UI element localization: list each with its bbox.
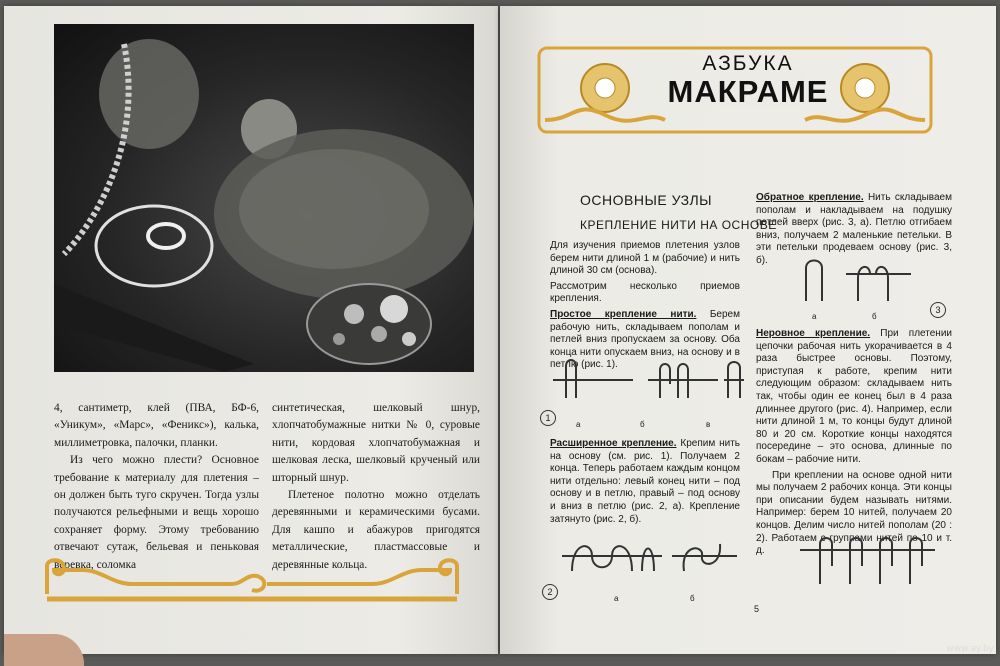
subsection-heading: КРЕПЛЕНИЕ НИТИ НА ОСНОВЕ	[580, 218, 777, 232]
paragraph: Для изучения приемов плетения узлов берем нити длиной 1 м (рабочие) и нить длиной 30 см (основа).	[550, 240, 740, 277]
left-page	[4, 6, 498, 654]
macrame-materials-photo	[54, 24, 474, 372]
paragraph: синтетическая, шелковый шнур, хлопчатобумажные нитки № 0, суровые нити, кордовая хлопчатобумажная и шелковая леска, шелковый крученый или шторный шнур.	[272, 402, 480, 484]
text: Берем рабочую нить, складываем пополам и петлей вниз пропускаем за основу. Оба конца нити опускаем вниз, на основу и в петлю (рис. 1).	[550, 308, 740, 371]
bottom-ornament-border	[42, 554, 462, 604]
paragraph: При креплении на основе одной нити мы получаем 2 рабочих конца. Эти концы при описании будем называть нитями. Например: берем 10 нитей, получаем 20 концов. Делим число нитей пополам (20 : 2). Работаем с группами нитей по 10 и т. д.	[756, 469, 952, 557]
figure-2-diagram	[562, 536, 742, 586]
paragraph: 4, сантиметр, клей (ПВА, БФ-6, «Уникум», «Марс», «Феникс»), калька, миллиметровка, палочки, планки.	[54, 402, 259, 449]
figure-2-number: 2	[542, 584, 558, 600]
thumb	[4, 634, 84, 666]
right-page	[500, 6, 996, 654]
figure-3-number: 3	[930, 302, 946, 318]
left-text-column-1	[54, 400, 259, 574]
figure-label-a: а	[812, 312, 817, 321]
term: Простое крепление нити.	[550, 308, 697, 320]
right-text-column-1	[550, 240, 740, 375]
term: Неровное крепление.	[756, 328, 871, 339]
figure-1-number: 1	[540, 410, 556, 426]
paragraph: Рассмотрим несколько приемов крепления.	[550, 280, 740, 305]
paragraph	[756, 328, 952, 467]
figure-4-diagram	[800, 536, 940, 586]
right-text-column-2-lower	[756, 328, 952, 561]
paragraph: Плетеное полотно можно отделать деревянными и керамическими бусами. Для кашпо и абажуров пригодятся металлические, пластмассовые и деревянные кольца.	[272, 489, 480, 571]
figure-label-b: б	[640, 420, 645, 429]
figure-label-b: б	[872, 312, 877, 321]
figure-label-a: а	[614, 594, 619, 603]
title-small: АЗБУКА	[702, 52, 794, 75]
section-heading: ОСНОВНЫЕ УЗЛЫ	[580, 192, 713, 208]
figure-label-b: б	[690, 594, 695, 603]
right-text-column-1-lower	[550, 438, 740, 529]
page-number: 5	[754, 604, 760, 614]
title-big: МАКРАМЕ	[667, 74, 829, 109]
figure-3-diagram	[796, 256, 916, 306]
figure-label-v: в	[706, 420, 711, 429]
text: Крепим нить на основу (см. рис. 1). Получаем 2 конца. Теперь работаем каждым концом нити отдельно: левый конец нити – под основу и в петлю, правый – под основу и вниз в петлю (рис. 2, а). Крепление затянуто (рис. 2, б).	[550, 438, 740, 525]
left-text-column-2	[272, 400, 480, 574]
term: Расширенное крепление.	[550, 438, 677, 449]
term: Обратное крепление.	[756, 192, 864, 203]
watermark: www.ay.by	[946, 644, 994, 654]
text: Нить складываем пополам и накладываем на подушку петлей вверх (рис. 3, а). Петлю отгибаем вниз, получаем 2 маленькие петельки. В эти петельки продеваем основу (рис. 3, б).	[756, 192, 952, 266]
paragraph	[550, 438, 740, 526]
text: При плетении цепочки рабочая нить укорачивается в 4 раза быстрее основы. Поэтому, приступая к работе, крепим нити следующим образом: складываем нить так, чтобы один ее конец был в 4 раза длиннее другого (рис. 4). Например, если нити длиной 1 м, то концы будут длиной 80 и 20 см. Короткие концы находятся посередине – это основа, длинные по бокам – рабочие нити.	[756, 328, 952, 465]
figure-label-a: а	[576, 420, 581, 429]
figure-1-diagram	[548, 358, 748, 418]
paragraph: Из чего можно плести? Основное требование к материалу для плетения – он должен быть туго скручен. Тогда узлы получаются рельефными и вещь хорошо сохраняет форму. Этому требованию отвечают сутаж, бельевая и пеньковая веревка, соломка	[54, 454, 259, 571]
